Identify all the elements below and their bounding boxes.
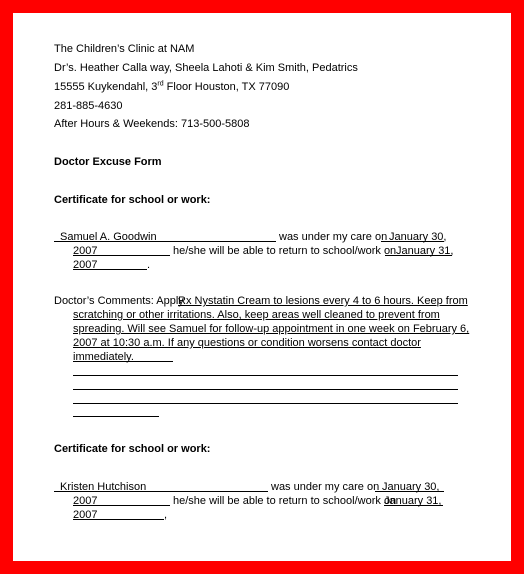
return-date-year: 2007 (73, 259, 98, 271)
doctors-line: Dr’s. Heather Calla way, Sheela Lahoti & Kim Smith, Pedatrics (54, 62, 358, 74)
document-page (13, 13, 511, 561)
care-date: January 30, (389, 231, 447, 243)
comments-label: Doctor’s Comments: Apply (54, 295, 184, 307)
comments-line-fill (73, 361, 173, 362)
address-line (54, 81, 289, 94)
phone-line: 281-885-4630 (54, 100, 123, 112)
return-date-period: . (147, 259, 151, 271)
form-title: Doctor Excuse Form (54, 156, 162, 168)
comments-line: scratching or other irritations. Also, keep areas well cleaned to prevent from (73, 309, 440, 321)
care-date-year: 2007 (73, 245, 98, 257)
comments-line: spreading. Will see Samuel for follow-up appointment in one week on February 6, (73, 323, 470, 335)
return-date-year: 2007 (73, 509, 98, 521)
comments-line: 2007 at 10:30 a.m. If any questions or condition worsens contact doctor (73, 337, 421, 349)
address-prefix: 15555 Kuykendahl, 3 (54, 81, 158, 93)
blank-comment-line (73, 389, 458, 390)
care-text: was under my care on (271, 481, 380, 493)
certificate-heading: Certificate for school or work: (54, 443, 211, 455)
return-date-period: , (164, 509, 168, 521)
comments-line: Rx Nystatin Cream to lesions every 4 to 6 hours. Keep from (178, 295, 468, 307)
blank-comment-line (73, 416, 159, 417)
care-date-year: 2007 (73, 495, 98, 507)
certificate-heading: Certificate for school or work: (54, 194, 211, 206)
care-date: January 30, (382, 481, 440, 493)
care-text: was under my care on (279, 231, 388, 243)
return-text: he/she will be able to return to school/work on (173, 495, 397, 507)
comments-line: immediately. (73, 351, 134, 363)
address-suffix: Floor Houston, TX 77090 (163, 81, 290, 93)
return-date: January 31, (384, 495, 442, 507)
after-hours-line: After Hours & Weekends: 713-500-5808 (54, 118, 250, 130)
blank-comment-line (73, 403, 458, 404)
clinic-name: The Children’s Clinic at NAM (54, 43, 195, 55)
return-date: January 31, (396, 245, 454, 257)
return-text: he/she will be able to return to school/work on (173, 245, 397, 257)
blank-comment-line (73, 375, 458, 376)
address-superscript: rd (157, 80, 164, 88)
patient-name: Samuel A. Goodwin (60, 231, 157, 243)
patient-name: Kristen Hutchison (60, 481, 147, 493)
